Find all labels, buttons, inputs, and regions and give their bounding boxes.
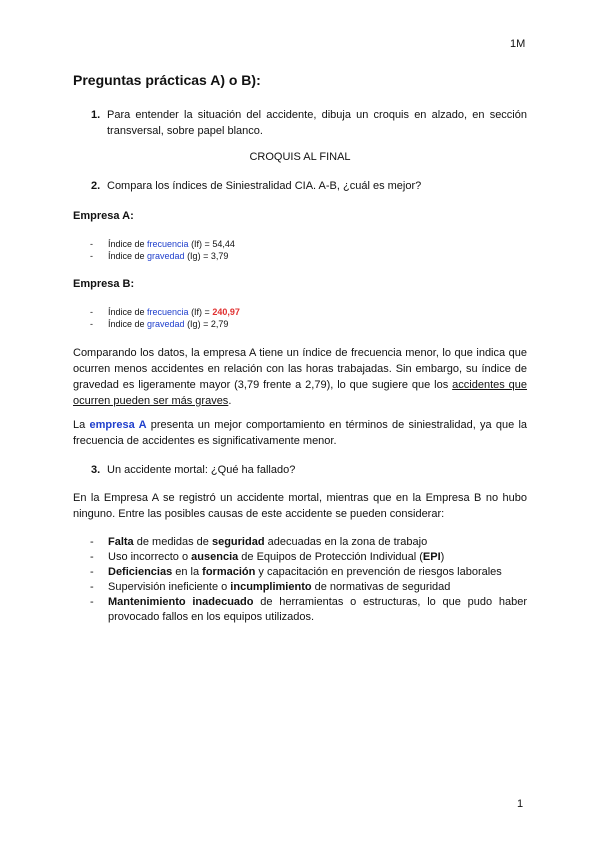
question-number: 3. [91,464,101,476]
page-title: Preguntas prácticas A) o B): [73,72,261,88]
question-number: 2. [91,180,101,192]
list-item: - Índice de frecuencia (If) = 54,44 [90,239,235,249]
cause-item: - Falta de medidas de seguridad adecuadas en la zona de trabajo [90,536,428,548]
cause-item: - Supervisión ineficiente o incumplimiento de normativas de seguridad [90,581,451,593]
page-header-label: 1M [510,38,526,50]
empresa-b-heading: Empresa B: [73,278,135,290]
page-number: 1 [517,798,524,810]
list-item: - Índice de gravedad (Ig) = 2,79 [90,319,229,329]
comparison-paragraph: Comparando los datos, la empresa A tiene un índice de frecuencia menor, lo que indica que ocurren menos accidentes en relación con las horas trabajadas. Sin embargo, su índice de gravedad es ligeramente mayor (3,79 frente a 2,79), lo que sugiere que los accidentes que ocurren pueden ser más graves. [73,347,528,407]
question-text: Compara los índices de Siniestralidad CIA. A-B, ¿cuál es mejor? [107,180,422,192]
question-1 [91,107,527,137]
question-text: Para entender la situación del accidente, dibuja un croquis en alzado, en sección transversal, sobre papel blanco. [107,109,527,137]
croquis-note: CROQUIS AL FINAL [249,151,351,163]
accident-paragraph: En la Empresa A se registró un accidente mortal, mientras que en la Empresa B no hubo ninguno. Entre las posibles causas de este accidente se pueden considerar: [73,492,527,520]
empresa-a-heading: Empresa A: [73,210,134,222]
frequency-value-highlight: 240,97 [212,307,240,317]
cause-item: - Mantenimiento inadecuado de herramientas o estructuras, lo que pudo haber provocado fallos en los equipos utilizados. [90,596,527,623]
conclusion-paragraph: La empresa A presenta un mejor comportamiento en términos de siniestralidad, ya que la frecuencia de accidentes es significativamente menor. [73,419,527,447]
list-item: - Índice de frecuencia (If) = 240,97 [90,307,240,317]
question-text: Un accidente mortal: ¿Qué ha fallado? [107,464,296,476]
question-number: 1. [91,109,101,121]
cause-item: - Deficiencias en la formación y capacitación en prevención de riesgos laborales [90,566,502,578]
list-item: - Índice de gravedad (Ig) = 3,79 [90,251,229,261]
question-3 [91,462,296,478]
cause-item: - Uso incorrecto o ausencia de Equipos de Protección Individual (EPI) [90,551,445,563]
question-2 [91,178,422,194]
